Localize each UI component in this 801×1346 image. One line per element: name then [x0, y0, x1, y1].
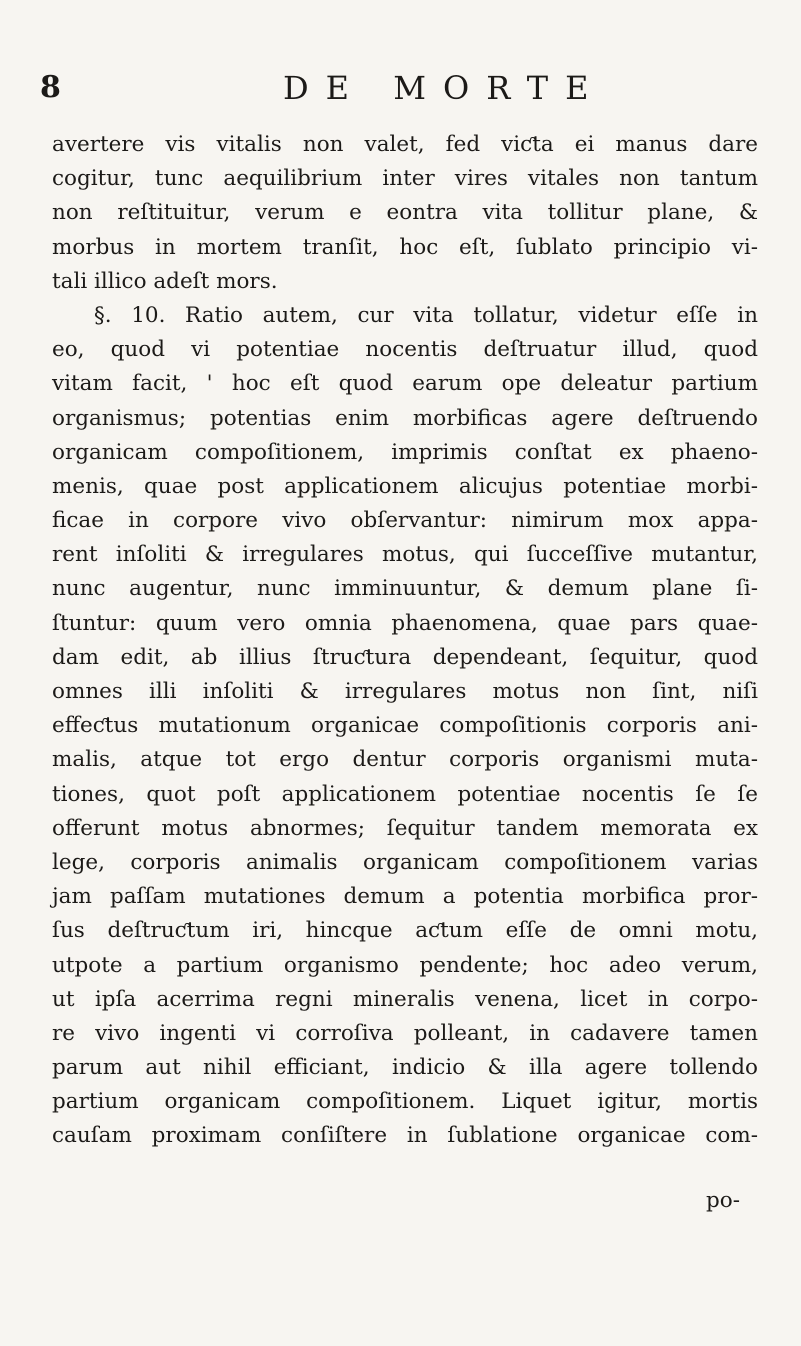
text-line: ſus deſtruƈtum iri, hincque aƈtum eſſe de omni motu, — [52, 918, 758, 944]
text-line: jam paſſam mutationes demum a potentia morbifica pror- — [52, 884, 758, 910]
section-start-line: §. 10. Ratio autem, cur vita tollatur, videtur eſſe in — [94, 302, 758, 328]
text-line: cogitur, tunc aequilibrium inter vires vitales non tantum — [52, 166, 758, 192]
text-line: utpote a partium organismo pendente; hoc adeo verum, — [52, 952, 758, 978]
page-number: 8 — [40, 70, 61, 105]
text-line: ſtuntur: quum vero omnia phaenomena, quae pars quae- — [52, 610, 758, 636]
page-header — [0, 68, 801, 118]
text-line: lege, corporis animalis organicam compoſitionem varias — [52, 849, 758, 875]
text-line: organismus; potentias enim morbificas agere deſtruendo — [52, 405, 758, 431]
text-line: malis, atque tot ergo dentur corporis organismi muta- — [52, 747, 758, 773]
text-line: ficae in corpore vivo obſervantur: nimirum mox appa- — [52, 508, 758, 534]
text-line: organicam compoſitionem, imprimis conſtat ex phaeno- — [52, 439, 758, 465]
text-line: eo, quod vi potentiae nocentis deſtruatur illud, quod — [52, 337, 758, 363]
text-line: tiones, quot poſt applicationem potentiae nocentis ſe ſe — [52, 781, 758, 807]
text-line: omnes illi inſoliti & irregulares motus non ſint, niſi — [52, 679, 758, 704]
text-line: cauſam proximam conſiſtere in ſublatione organicae com- — [52, 1123, 758, 1149]
text-line: dam edit, ab illius ſtruƈtura dependeant, ſequitur, quod — [52, 644, 758, 670]
text-line: rent inſoliti & irregulares motus, qui ſucceſſive mutantur, — [52, 542, 758, 568]
text-line: vitam facit, ' hoc eſt quod earum ope deleatur partium — [52, 371, 758, 397]
catchword: po- — [706, 1188, 740, 1213]
text-line: morbus in mortem tranſit, hoc eſt, ſublato principio vi- — [52, 234, 758, 260]
text-line: parum aut nihil efficiant, indicio & illa agere tollendo — [52, 1055, 758, 1081]
text-line: partium organicam compoſitionem. Liquet igitur, mortis — [52, 1089, 758, 1115]
text-line: avertere vis vitalis non valet, fed viƈta ei manus dare — [52, 132, 758, 157]
text-line: tali illico adeſt mors. — [52, 268, 278, 294]
text-line: offerunt motus abnormes; ſequitur tandem memorata ex — [52, 815, 758, 841]
text-line: effeƈtus mutationum organicae compoſitionis corporis ani- — [52, 713, 758, 739]
text-line: menis, quae post applicationem alicujus potentiae morbi- — [52, 473, 758, 499]
text-line: nunc augentur, nunc imminuuntur, & demum plane ſi- — [52, 576, 758, 602]
text-line: non reſtituitur, verum e eontra vita tollitur plane, & — [52, 200, 758, 226]
running-title: DE MORTE — [283, 69, 606, 107]
text-line: re vivo ingenti vi corroſiva polleant, in cadavere tamen — [52, 1020, 758, 1046]
body-text — [52, 128, 758, 1154]
text-line: ut ipſa acerrima regni mineralis venena, licet in corpo- — [52, 986, 758, 1012]
